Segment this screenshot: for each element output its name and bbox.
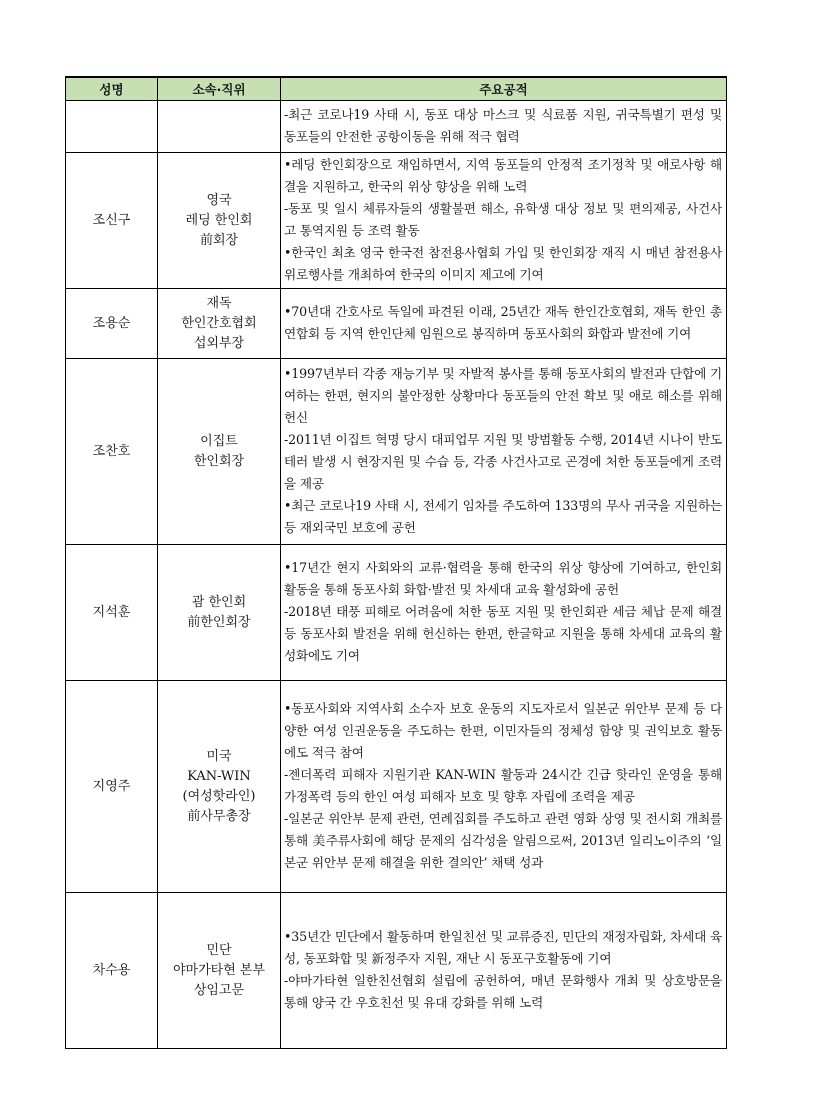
achievement-item: •동포사회와 지역사회 소수자 보호 운동의 지도자로서 일본군 위안부 문제 등 다양한 여성 인권운동을 주도하는 한편, 이민자들의 정체성 함양 및 권익보호 활동에도 적극 참여 xyxy=(284,701,722,760)
table-row xyxy=(66,153,727,289)
achievement-item: •70년대 간호사로 독일에 파견된 이래, 25년간 재독 한인간호협회, 재독 한인 총연합회 등 지역 한인단체 임원으로 봉직하며 동포사회의 화합과 발전에 기여 xyxy=(284,304,722,341)
affiliation-position xyxy=(158,359,281,545)
achievement-item: •35년간 민단에서 활동하며 한일친선 및 교류증진, 민단의 재정자립화, 차세대 육성, 동포화합 및 新정주자 지원, 재난 시 동포구호활동에 기여 xyxy=(284,929,722,966)
person-name: 차수용 xyxy=(66,893,158,1049)
affiliation-line: 前사무총장 xyxy=(187,808,251,824)
affiliation-line: 괌 한인회 xyxy=(191,594,247,610)
achievement-item: -2018년 태풍 피해로 어려움에 처한 동포 지원 및 한인회관 세금 체납 문제 해결 등 동포사회 발전을 위해 헌신하는 한편, 한글학교 지원을 통해 차세대 교육의 활성화에도 기여 xyxy=(284,604,722,663)
affiliation-line: KAN-WIN xyxy=(187,768,251,784)
person-name: 지석훈 xyxy=(66,545,158,681)
achievement-item: -야마가타현 일한친선협회 설립에 공헌하여, 매년 문화행사 개최 및 상호방문을 통해 양국 간 우호친선 및 유대 강화를 위해 노력 xyxy=(284,973,722,1010)
affiliation-line: 한인간호협회 xyxy=(181,315,257,331)
achievements-cell xyxy=(281,359,727,545)
affiliation-line: 재독 xyxy=(206,295,232,311)
person-name: 지영주 xyxy=(66,681,158,893)
achievements-cell xyxy=(281,893,727,1049)
achievement-item: •최근 코로나19 사태 시, 전세기 임차를 주도하여 133명의 무사 귀국을 지원하는 등 재외국민 보호에 공헌 xyxy=(284,498,722,535)
achievements-cell xyxy=(281,289,727,359)
affiliation-line: 상임고문 xyxy=(193,982,245,998)
affiliation-line: 레딩 한인회 xyxy=(185,212,253,228)
affiliation-line: 민단 xyxy=(206,942,232,958)
achievement-item: -일본군 위안부 문제 관련, 연례집회를 주도하고 관련 영화 상영 및 전시회 개최를 통해 美주류사회에 해당 문제의 심각성을 알림으로써, 2013년 일리노이주의 ‘일본군 위안부 문제 해결을 위한 결의안’ 채택 성과 xyxy=(284,811,722,870)
person-name: 조용순 xyxy=(66,289,158,359)
achievement-item: •한국인 최초 영국 한국전 참전용사협회 가입 및 한인회장 재직 시 매년 참전용사 위로행사를 개최하여 한국의 이미지 제고에 기여 xyxy=(284,245,722,282)
achievement-item: -2011년 이집트 혁명 당시 대피업무 지원 및 방범활동 수행, 2014년 시나이 반도 테러 발생 시 현장지원 및 수습 등, 각종 사건사고로 곤경에 처한 동포들에게 조력을 제공 xyxy=(284,432,722,491)
achievements-cell xyxy=(281,101,727,153)
affiliation-line: 前회장 xyxy=(199,232,239,248)
awards-table xyxy=(65,76,727,1049)
affiliation-position xyxy=(158,153,281,289)
person-name xyxy=(66,101,158,153)
header-org: 소속·직위 xyxy=(158,77,281,101)
affiliation-line: (여성핫라인) xyxy=(182,788,256,804)
affiliation-line: 한인회장 xyxy=(193,453,245,469)
affiliation-line: 前한인회장 xyxy=(187,614,251,630)
header-achievements: 주요공적 xyxy=(281,77,727,101)
affiliation-position xyxy=(158,289,281,359)
header-name: 성명 xyxy=(66,77,158,101)
achievement-item: -최근 코로나19 사태 시, 동포 대상 마스크 및 식료품 지원, 귀국특별기 편성 및 동포들의 안전한 공항이동을 위해 적극 협력 xyxy=(284,107,722,144)
table-header xyxy=(66,77,727,101)
table-row xyxy=(66,359,727,545)
achievement-item: -동포 및 일시 체류자들의 생활불편 해소, 유학생 대상 정보 및 편의제공, 사건사고 통역지원 등 조력 활동 xyxy=(284,201,722,238)
affiliation-line: 미국 xyxy=(206,748,232,764)
affiliation-line: 영국 xyxy=(206,192,232,208)
achievements-cell xyxy=(281,153,727,289)
table-row xyxy=(66,545,727,681)
table-row xyxy=(66,681,727,893)
affiliation-position xyxy=(158,681,281,893)
achievement-item: •1997년부터 각종 재능기부 및 자발적 봉사를 통해 동포사회의 발전과 단합에 기여하는 한편, 현지의 불안정한 상황마다 동포들의 안전 확보 및 애로 해소를 위해 헌신 xyxy=(284,366,722,425)
affiliation-position xyxy=(158,101,281,153)
achievements-cell xyxy=(281,681,727,893)
table-row xyxy=(66,893,727,1049)
achievements-cell xyxy=(281,545,727,681)
table-row xyxy=(66,101,727,153)
affiliation-line: 야마가타현 본부 xyxy=(172,962,266,978)
header-row xyxy=(66,77,727,101)
person-name: 조찬호 xyxy=(66,359,158,545)
table-body xyxy=(66,101,727,1049)
affiliation-position xyxy=(158,545,281,681)
affiliation-position xyxy=(158,893,281,1049)
affiliation-line: 이집트 xyxy=(200,433,238,449)
achievement-item: -젠더폭력 피해자 지원기관 KAN-WIN 활동과 24시간 긴급 핫라인 운영을 통해 가정폭력 등의 한인 여성 피해자 보호 및 향후 자립에 조력을 제공 xyxy=(284,767,722,804)
affiliation-line: 섭외부장 xyxy=(193,335,245,351)
achievement-item: •레딩 한인회장으로 재임하면서, 지역 동포들의 안정적 조기정착 및 애로사항 해결을 지원하고, 한국의 위상 향상을 위해 노력 xyxy=(284,157,722,194)
person-name: 조신구 xyxy=(66,153,158,289)
table-row xyxy=(66,289,727,359)
achievement-item: •17년간 현지 사회와의 교류·협력을 통해 한국의 위상 향상에 기여하고, 한인회 활동을 통해 동포사회 화합·발전 및 차세대 교육 활성화에 공헌 xyxy=(284,560,722,597)
